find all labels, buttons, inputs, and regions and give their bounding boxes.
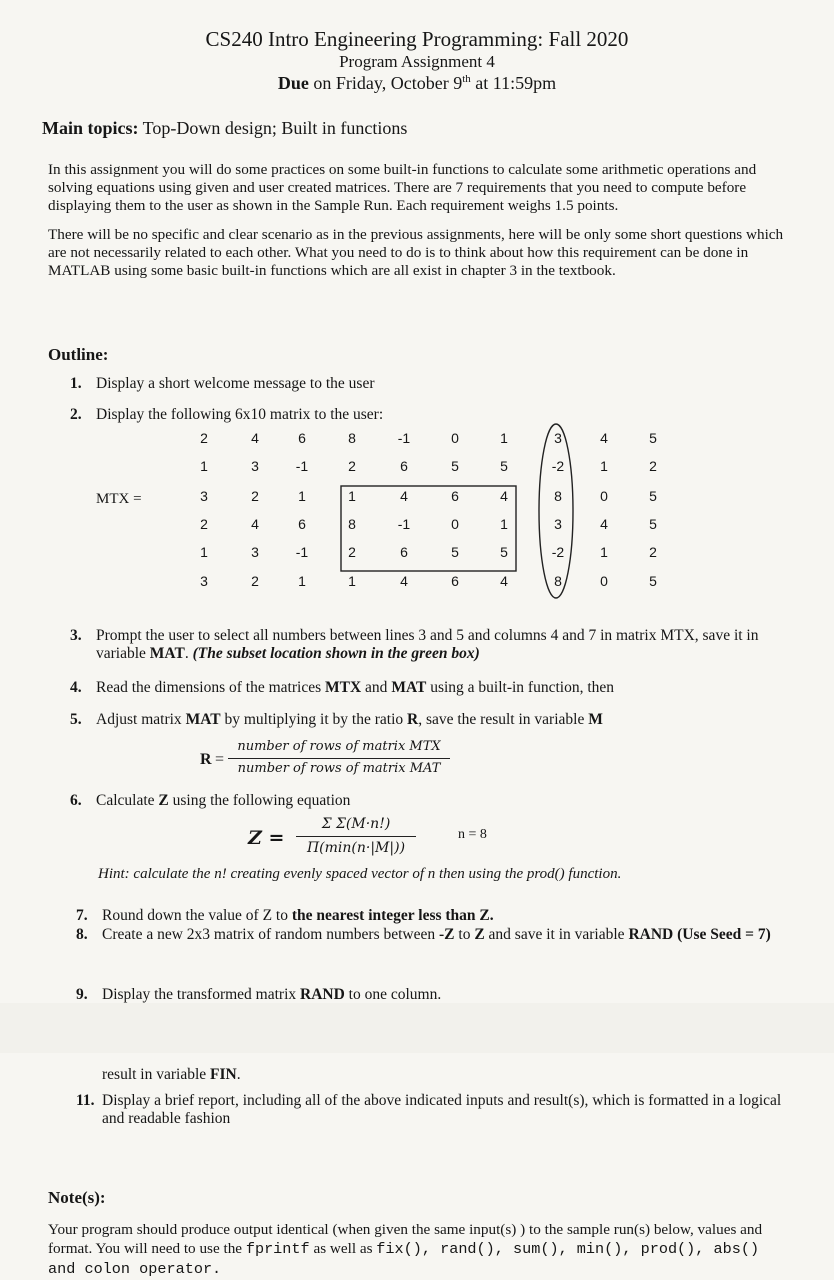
notes-text-c: and colon operator. [48, 1260, 222, 1278]
matrix-cell-r3-c3: 1 [298, 488, 306, 504]
matrix-cell-r3-c10: 5 [649, 488, 657, 504]
item5-f: M [588, 711, 603, 728]
matrix-cell-r6-c3: 1 [298, 573, 306, 589]
item-number: 11. [76, 1092, 95, 1109]
matrix-cell-r5-c2: 3 [251, 544, 259, 560]
matrix-cell-r1-c10: 5 [649, 430, 657, 446]
item-text: Display a short welcome message to the user [96, 375, 375, 392]
matrix-cell-r4-c5: -1 [397, 516, 411, 532]
matrix-cell-r5-c10: 2 [649, 544, 657, 560]
matrix-cell-r2-c7: 5 [500, 458, 508, 474]
due-label: Due [277, 73, 309, 93]
matrix-cell-r4-c7: 1 [500, 516, 508, 532]
outline-item-9 [76, 986, 796, 1004]
matrix-cell-r6-c5: 4 [400, 573, 408, 589]
item4-d: MAT [391, 679, 427, 696]
item6-a: Calculate [96, 792, 159, 809]
z-label: Z = [248, 827, 285, 849]
item5-d: R [407, 711, 419, 728]
intro-paragraph-2: There will be no specific and clear scenario as in the previous assignments, here will be only some short questions which are not necessarily related to each other. What you need to do is to think about how this requirement can be done in MATLAB using some basic built-in functions which are all exist in chapter 3 in the textbook. [48, 226, 784, 279]
item10-a: result in variable [102, 1066, 211, 1083]
matrix-cell-r2-c10: 2 [649, 458, 657, 474]
item-number: 1. [70, 375, 82, 392]
matrix-cell-r3-c2: 2 [251, 488, 259, 504]
matrix-cell-r3-c8: 8 [554, 488, 562, 504]
matrix-cell-r6-c1: 3 [200, 573, 208, 589]
r-equals: = [215, 751, 225, 768]
item8-a: Create a new 2x3 matrix of random numbers between [102, 926, 440, 943]
item5-b: MAT [185, 711, 221, 728]
item-number: 4. [70, 679, 82, 696]
matrix-cell-r1-c9: 4 [600, 430, 608, 446]
item7-b: the nearest integer less than Z. [291, 907, 494, 924]
matrix-cell-r4-c4: 8 [348, 516, 356, 532]
matrix-cell-r1-c3: 6 [298, 430, 306, 446]
matrix-cell-r2-c8: -2 [551, 458, 565, 474]
outline-heading: Outline: [48, 345, 109, 364]
outline-item-6 [70, 792, 790, 810]
notes-code-1: fprintf [245, 1240, 310, 1258]
matrix-cell-r2-c5: 6 [400, 458, 408, 474]
matrix-cell-r5-c1: 1 [200, 544, 208, 560]
item5-a: Adjust matrix [96, 711, 186, 728]
z-fraction-line [296, 836, 416, 837]
notes-heading: Note(s): [48, 1188, 106, 1207]
assignment-number: Program Assignment 4 [339, 52, 495, 71]
intro-paragraph-1: In this assignment you will do some practices on some built-in functions to calculate some arithmetic operations and solving equations using given and user created matrices. There are 7 requirements that you need to compute before displaying them to the user as shown in the Sample Run. Each requirement weighs 1.5 points. [48, 161, 757, 214]
matrix-cell-r2-c4: 2 [348, 458, 356, 474]
obscured-region [0, 1003, 834, 1053]
matrix-label: MTX = [96, 491, 142, 507]
item4-b: MTX [325, 679, 362, 696]
matrix-cell-r4-c8: 3 [554, 516, 562, 532]
item8-e: and save it in variable [484, 926, 629, 943]
outline-item-5 [70, 711, 790, 729]
matrix-cell-r1-c1: 2 [200, 430, 208, 446]
item8-d: Z [474, 926, 485, 943]
item8-b: -Z [439, 926, 455, 943]
outline-item-8 [76, 926, 796, 944]
matrix-cell-r4-c9: 4 [600, 516, 608, 532]
matrix-cell-r2-c6: 5 [451, 458, 459, 474]
item-number: 2. [70, 406, 82, 423]
due-sup: th [462, 73, 471, 85]
item11-text: Display a brief report, including all of the above indicated inputs and result(s), which is formatted in a logical and readable fashion [102, 1092, 782, 1127]
item8-f: RAND [628, 926, 674, 943]
item4-e: using a built-in function, then [426, 679, 615, 696]
subset-box [341, 486, 516, 571]
matrix-cell-r2-c2: 3 [251, 458, 259, 474]
item-number: 7. [76, 907, 88, 924]
item3-text: Prompt the user to select all numbers between lines 3 and 5 and columns 4 and 7 in matrix MTX, save it in variable [96, 627, 759, 662]
matrix-cell-r6-c10: 5 [649, 573, 657, 589]
due-text: on Friday, October 9 [308, 73, 463, 93]
matrix-cell-r1-c2: 4 [251, 430, 259, 446]
r-label: R [200, 751, 212, 768]
matrix-cell-r5-c9: 1 [600, 544, 608, 560]
matrix-cell-r2-c3: -1 [295, 458, 309, 474]
item5-e: , save the result in variable [418, 711, 589, 728]
matrix-cell-r5-c7: 5 [500, 544, 508, 560]
item3-var: MAT [149, 645, 185, 662]
matrix-cell-r4-c10: 5 [649, 516, 657, 532]
matrix-cell-r2-c9: 1 [600, 458, 608, 474]
hint: Hint: calculate the n! creating evenly spaced vector of n then using the prod() function. [98, 866, 622, 882]
item-number: 5. [70, 711, 82, 728]
z-numerator: Σ Σ(M·n!) [321, 816, 391, 832]
outline-item-4 [70, 679, 790, 697]
n-value: n = 8 [458, 827, 487, 842]
item8-c: to [454, 926, 475, 943]
notes-text-a: Your program should produce output identical (when given the same input(s) ) to the sample run(s) below, values and format. You will need to use the [48, 1221, 763, 1257]
matrix-cell-r6-c8: 8 [554, 573, 562, 589]
r-numerator: number of rows of matrix MTX [237, 739, 441, 754]
outline-item-11 [76, 1092, 796, 1128]
item9-a: Display the transformed matrix [102, 986, 301, 1003]
outline-item-10-tail [102, 1066, 822, 1084]
item10-c: . [236, 1066, 241, 1083]
matrix-cell-r6-c9: 0 [600, 573, 608, 589]
matrix-cell-r3-c6: 6 [451, 488, 459, 504]
item10-b: FIN [210, 1066, 237, 1083]
matrix-cell-r6-c7: 4 [500, 573, 508, 589]
item5-c: by multiplying it by the ratio [220, 711, 407, 728]
due-time: at 11:59pm [470, 73, 557, 93]
item9-b: RAND [300, 986, 345, 1003]
matrix-cell-r4-c2: 4 [251, 516, 259, 532]
item8-g: (Use Seed = 7) [673, 926, 771, 943]
matrix-cell-r3-c9: 0 [600, 488, 608, 504]
matrix-cell-r5-c5: 6 [400, 544, 408, 560]
item7-a: Round down the value of Z to [102, 907, 292, 924]
item-number: 8. [76, 926, 88, 943]
z-denominator: Π(min(n·|M|)) [306, 840, 406, 856]
item-number: 9. [76, 986, 88, 1003]
notes-code-2: fix(), rand(), sum(), min(), prod(), abs() [376, 1240, 760, 1258]
matrix-cell-r5-c8: -2 [551, 544, 565, 560]
item4-a: Read the dimensions of the matrices [96, 679, 325, 696]
outline-item-7 [76, 907, 796, 925]
matrix-cell-r5-c6: 5 [451, 544, 459, 560]
matrix-cell-r6-c4: 1 [348, 573, 356, 589]
page-title: CS240 Intro Engineering Programming: Fall 2020 [205, 27, 629, 51]
matrix-cell-r1-c4: 8 [348, 430, 356, 446]
matrix-cell-r1-c8: 3 [554, 430, 562, 446]
matrix-cell-r1-c7: 1 [500, 430, 508, 446]
item6-c: using the following equation [168, 792, 351, 809]
matrix-cell-r3-c1: 3 [200, 488, 208, 504]
matrix-cell-r4-c1: 2 [200, 516, 208, 532]
column-oval [539, 424, 573, 598]
matrix-cell-r3-c5: 4 [400, 488, 408, 504]
matrix-cell-r6-c6: 6 [451, 573, 459, 589]
r-denominator: number of rows of matrix MAT [237, 761, 441, 776]
matrix-cell-r4-c3: 6 [298, 516, 306, 532]
item6-b: Z [158, 792, 169, 809]
matrix-cell-r3-c4: 1 [348, 488, 356, 504]
item-number: 6. [70, 792, 82, 809]
item4-c: and [361, 679, 392, 696]
outline-item-3: 3. Prompt the user to select all numbers between lines 3 and 5 and columns 4 and 7 in matrix MTX, save it in variable MAT. (The subset location shown in the green box) [70, 627, 759, 662]
matrix-cell-r5-c4: 2 [348, 544, 356, 560]
matrix-cell-r2-c1: 1 [200, 458, 208, 474]
matrix-cell-r1-c5: -1 [397, 430, 411, 446]
item-number: 3. [70, 627, 82, 644]
notes-paragraph [48, 1220, 788, 1279]
item3-note: (The subset location shown in the green box) [188, 645, 480, 662]
matrix-highlights [0, 0, 834, 620]
main-topics-label: Main topics: [42, 118, 139, 138]
item9-c: to one column. [344, 986, 442, 1003]
matrix-cell-r1-c6: 0 [451, 430, 459, 446]
item-text: Display the following 6x10 matrix to the user: [96, 406, 384, 423]
matrix-cell-r3-c7: 4 [500, 488, 508, 504]
matrix-cell-r6-c2: 2 [251, 573, 259, 589]
main-topics-text: Top-Down design; Built in functions [138, 118, 408, 138]
matrix-cell-r4-c6: 0 [451, 516, 459, 532]
r-fraction-line [228, 758, 450, 759]
matrix-cell-r5-c3: -1 [295, 544, 309, 560]
notes-text-b: as well as [309, 1240, 377, 1257]
